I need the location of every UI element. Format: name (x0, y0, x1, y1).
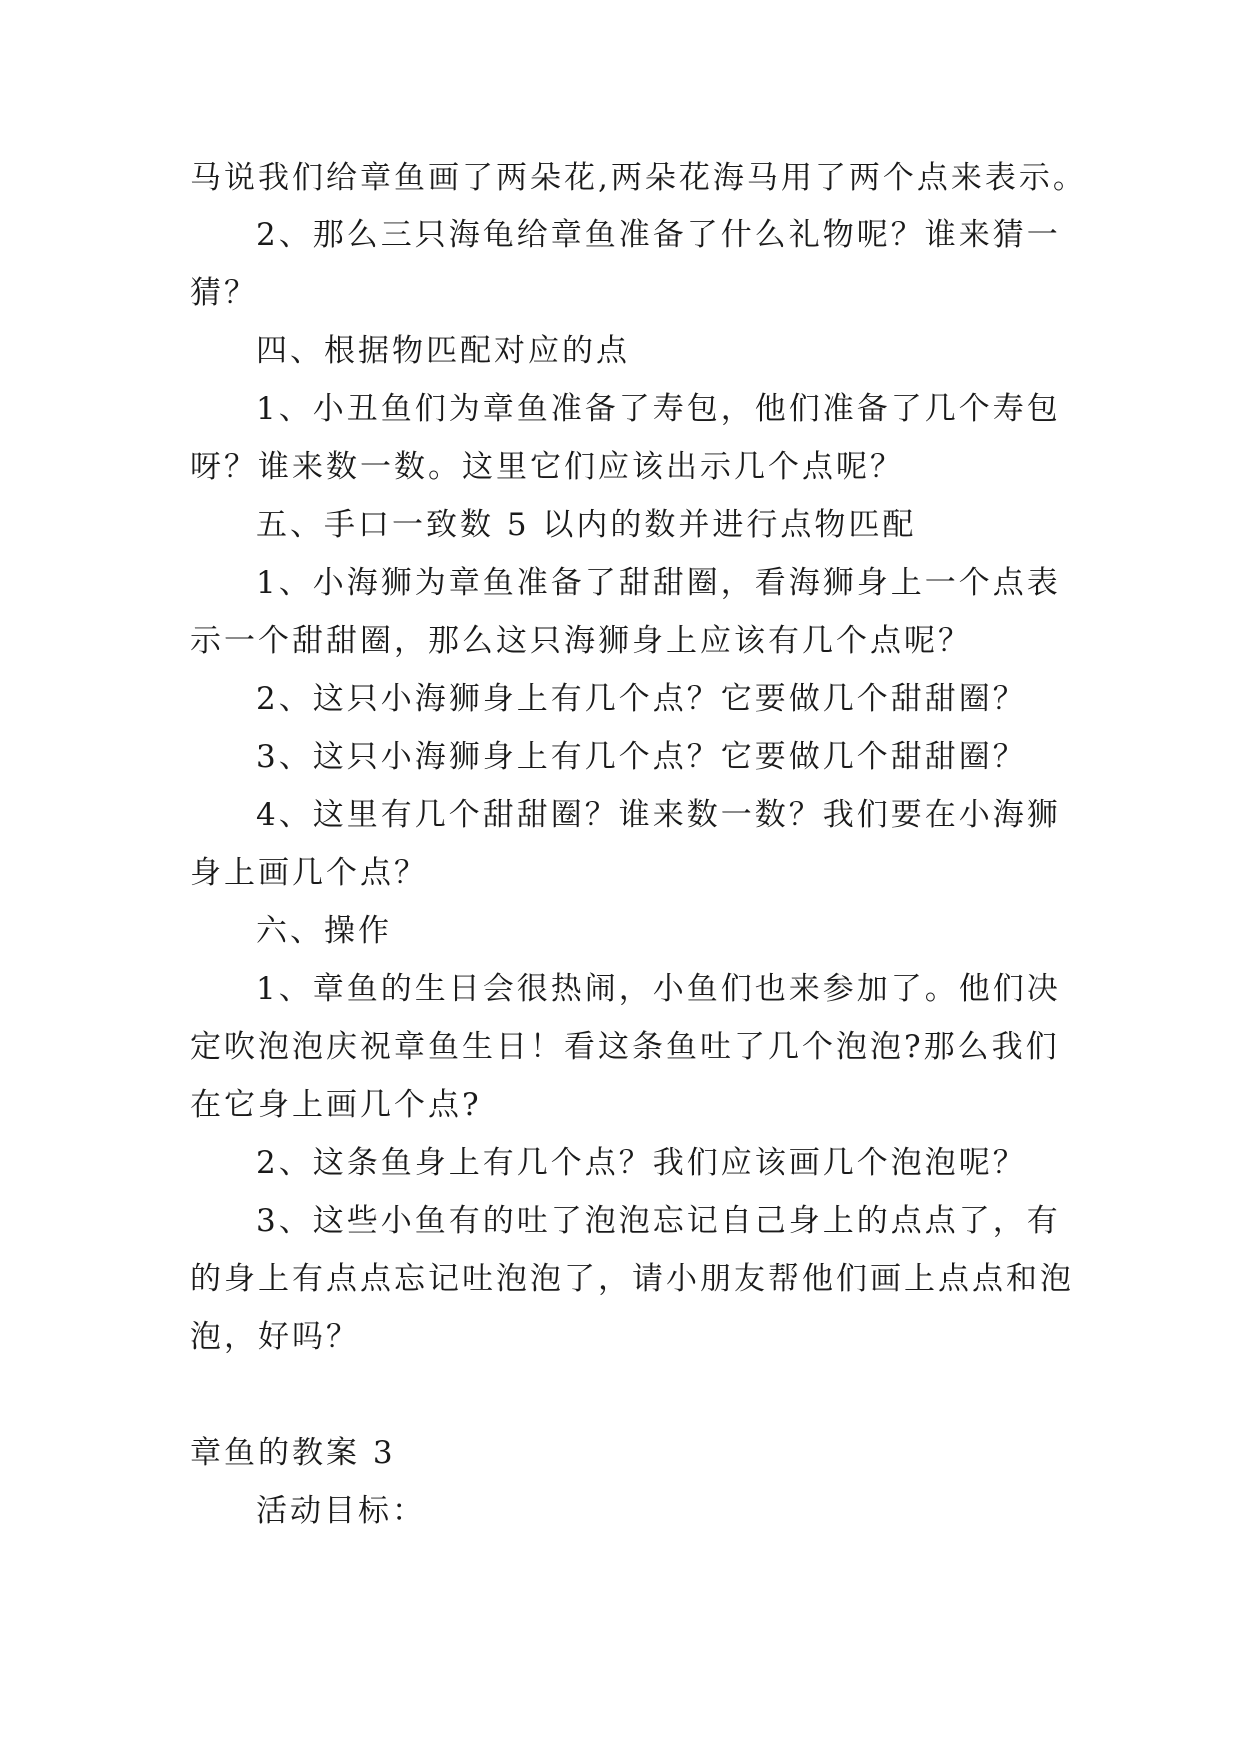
paragraph-line: 定吹泡泡庆祝章鱼生日！看这条鱼吐了几个泡泡?那么我们 (190, 1029, 1060, 1065)
section-heading: 五、手口一致数 5 以内的数并进行点物匹配 (256, 507, 917, 543)
paragraph-line: 2、这条鱼身上有几个点？我们应该画几个泡泡呢？ (256, 1145, 1027, 1181)
section-heading: 活动目标： (256, 1493, 426, 1529)
paragraph-line: 在它身上画几个点? (190, 1087, 482, 1123)
paragraph-line: 泡，好吗？ (190, 1319, 360, 1355)
paragraph-line: 1、小海狮为章鱼准备了甜甜圈，看海狮身上一个点表 (256, 565, 1061, 601)
paragraph-line: 2、这只小海狮身上有几个点？它要做几个甜甜圈？ (256, 681, 1027, 717)
paragraph-line: 1、小丑鱼们为章鱼准备了寿包，他们准备了几个寿包 (256, 391, 1061, 427)
paragraph-line: 猜？ (190, 275, 258, 311)
paragraph-line: 呀？谁来数一数。这里它们应该出示几个点呢？ (190, 449, 904, 485)
paragraph-line: 2、那么三只海龟给章鱼准备了什么礼物呢？谁来猜一 (256, 217, 1061, 253)
paragraph-line: 的身上有点点忘记吐泡泡了，请小朋友帮他们画上点点和泡 (190, 1261, 1074, 1297)
paragraph-line: 1、章鱼的生日会很热闹，小鱼们也来参加了。他们决 (256, 971, 1061, 1007)
section-heading: 四、根据物匹配对应的点 (256, 333, 630, 369)
paragraph-line: 身上画几个点？ (190, 855, 428, 891)
document-title: 章鱼的教案 3 (190, 1435, 396, 1471)
paragraph-line: 3、这只小海狮身上有几个点？它要做几个甜甜圈？ (256, 739, 1027, 775)
section-heading: 六、操作 (256, 913, 392, 949)
paragraph-line: 示一个甜甜圈，那么这只海狮身上应该有几个点呢？ (190, 623, 972, 659)
paragraph-line: 马说我们给章鱼画了两朵花,两朵花海马用了两个点来表示。 (190, 160, 1087, 196)
paragraph-line: 3、这些小鱼有的吐了泡泡忘记自己身上的点点了，有 (256, 1203, 1061, 1239)
paragraph-line: 4、这里有几个甜甜圈？谁来数一数？我们要在小海狮 (256, 797, 1061, 833)
